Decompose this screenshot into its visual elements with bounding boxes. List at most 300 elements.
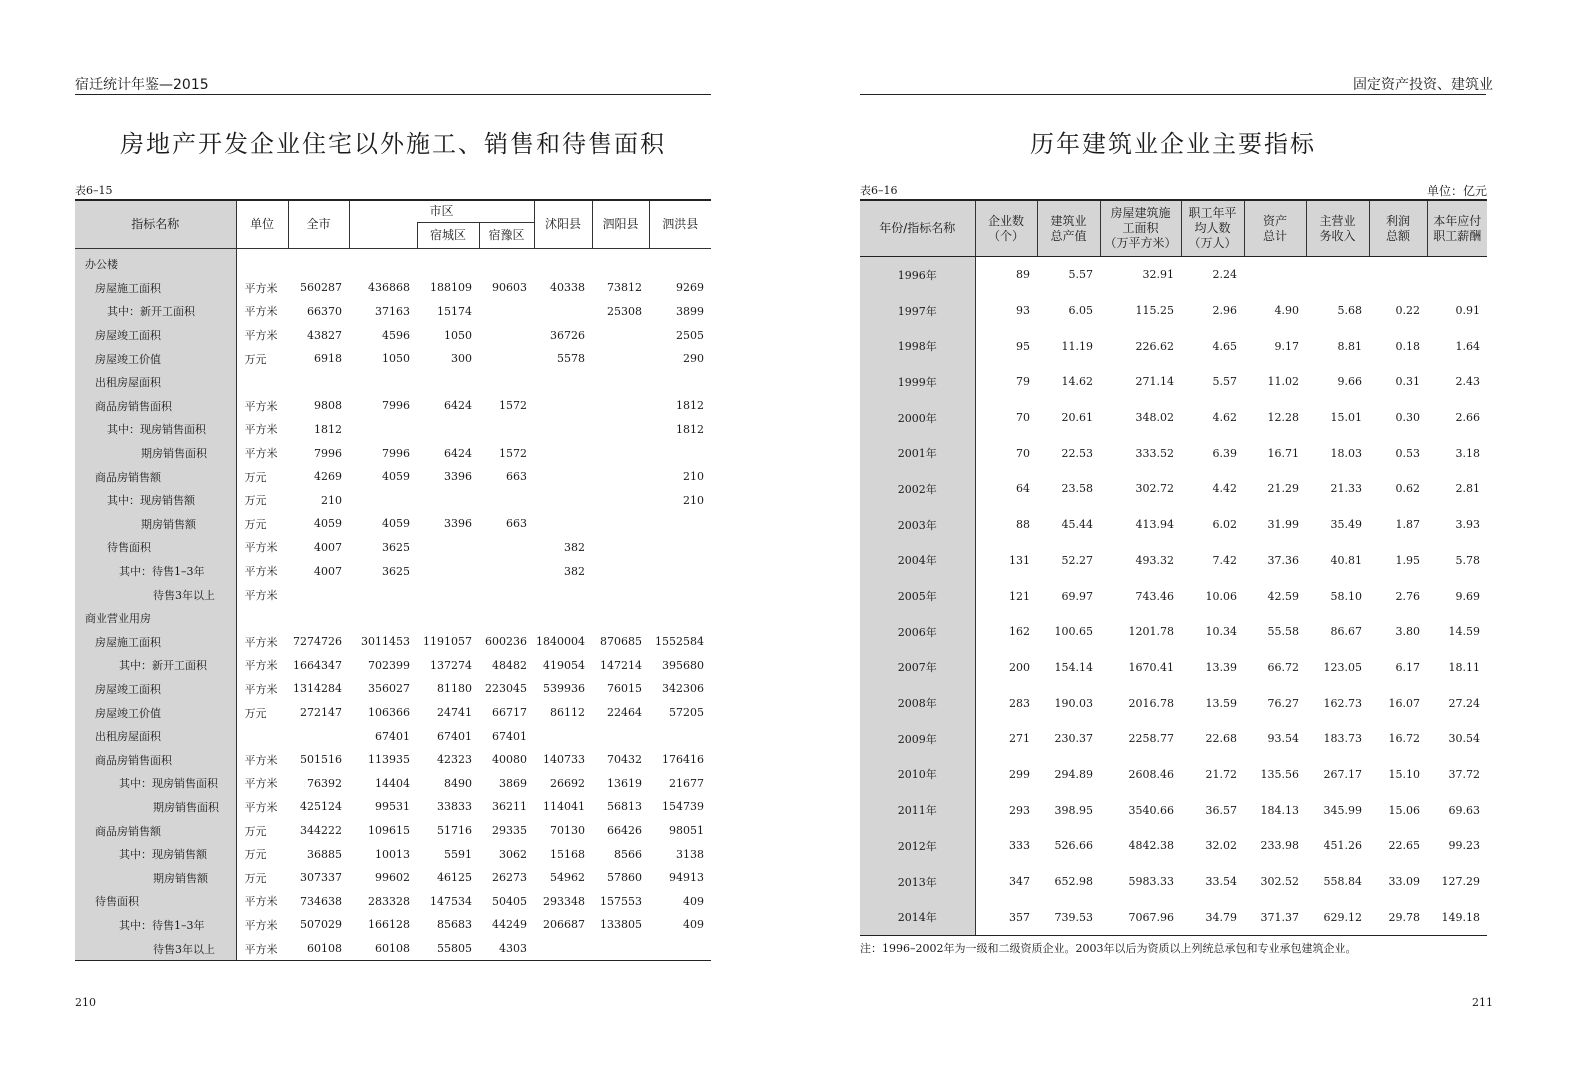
cell-value <box>288 583 349 607</box>
cell-value: 652.98 <box>1054 875 1093 889</box>
cell-value: 493.32 <box>1135 553 1174 567</box>
header-cell <box>1037 200 1100 257</box>
cell-value <box>479 347 534 371</box>
cell-value <box>479 300 534 324</box>
cell-value: 271 <box>1009 732 1030 746</box>
cell-value: 40338 <box>550 281 586 295</box>
cell-value <box>417 418 479 442</box>
cell-value: 3396 <box>444 517 472 531</box>
cell-value: 271.14 <box>1135 375 1174 389</box>
cell-value: 22.65 <box>1388 839 1420 853</box>
table-row <box>75 606 711 630</box>
cell-value <box>349 418 417 442</box>
cell-value: 9.69 <box>1455 589 1480 603</box>
cell-value <box>592 536 649 560</box>
running-head-left: 宿迁统计年鉴—2015 <box>75 77 209 93</box>
cell-value: 7996 <box>382 446 410 460</box>
cell-value: 32.91 <box>1142 268 1174 282</box>
cell-value: 48482 <box>492 658 528 672</box>
table-row <box>75 937 711 961</box>
header-line: 建筑业 <box>1050 213 1087 228</box>
row-name: 期房销售面积 <box>75 441 236 465</box>
cell-value <box>288 606 349 630</box>
cell-value: 88 <box>1016 518 1030 532</box>
cell-value: 9.17 <box>1274 339 1299 353</box>
cell-value <box>592 370 649 394</box>
cell-value: 33.54 <box>1205 875 1237 889</box>
cell-value: 149.18 <box>1427 899 1487 935</box>
cell-value: 398.95 <box>1054 803 1093 817</box>
row-name: 商业营业用房 <box>75 606 236 630</box>
cell-value: 154.14 <box>1054 660 1093 674</box>
cell-value: 99.23 <box>1448 839 1480 853</box>
cell-value <box>479 370 534 394</box>
cell-value: 10.34 <box>1205 625 1237 639</box>
table-row <box>75 418 711 442</box>
cell-value: 58.10 <box>1330 589 1362 603</box>
cell-value: 1812 <box>676 399 705 413</box>
cell-value: 81180 <box>437 682 472 696</box>
cell-value <box>534 441 592 465</box>
cell-value: 67401 <box>492 729 528 743</box>
header-line: 总计 <box>1262 228 1287 243</box>
cell-value <box>592 488 649 512</box>
row-year: 2005年 <box>860 578 975 614</box>
cell-value: 870685 <box>600 635 643 649</box>
cell-value: 600236 <box>485 635 528 649</box>
row-unit: 平方米 <box>244 329 278 343</box>
page-number-right: 211 <box>1472 996 1493 1009</box>
cell-value <box>479 488 534 512</box>
construction-table <box>860 199 1487 936</box>
left-page <box>0 0 793 1077</box>
cell-value: 3396 <box>444 470 472 484</box>
cell-value: 25308 <box>607 304 643 318</box>
cell-value <box>479 536 534 560</box>
cell-value: 33833 <box>437 800 472 814</box>
header-siyang: 泗阳县 <box>592 200 649 248</box>
cell-value <box>592 394 649 418</box>
table-row <box>75 441 711 465</box>
cell-value: 2.81 <box>1455 482 1480 496</box>
cell-value: 36.57 <box>1205 803 1237 817</box>
cell-value: 32.02 <box>1205 839 1237 853</box>
table-row <box>75 276 711 300</box>
cell-value: 123.05 <box>1323 660 1362 674</box>
cell-value: 86112 <box>550 706 586 720</box>
row-name: 商品房销售额 <box>75 465 236 489</box>
table-title-right: 历年建筑业企业主要指标 <box>1030 130 1316 158</box>
cell-value <box>649 248 711 276</box>
cell-value: 4059 <box>314 517 342 531</box>
cell-value: 1.87 <box>1395 518 1420 532</box>
cell-value: 183.73 <box>1323 732 1362 746</box>
cell-value <box>1306 257 1369 293</box>
cell-value: 2016.78 <box>1128 696 1174 710</box>
cell-value: 93.54 <box>1267 732 1299 746</box>
row-name: 房屋竣工价值 <box>75 347 236 371</box>
row-unit: 万元 <box>244 848 267 862</box>
cell-value: 6424 <box>444 446 472 460</box>
cell-value: 1812 <box>314 422 342 436</box>
cell-value: 200 <box>1009 660 1030 674</box>
cell-value: 154739 <box>662 800 705 814</box>
cell-value <box>479 418 534 442</box>
row-unit: 平方米 <box>244 541 278 555</box>
cell-value: 89 <box>1016 268 1030 282</box>
header-line: 主营业 <box>1319 213 1356 228</box>
cell-value: 70 <box>1016 446 1030 460</box>
cell-value: 6424 <box>444 399 472 413</box>
cell-value: 206687 <box>543 918 586 932</box>
row-unit: 万元 <box>244 517 267 531</box>
cell-value: 31.99 <box>1267 518 1299 532</box>
cell-value: 382 <box>564 540 586 554</box>
row-name: 待售面积 <box>75 890 236 914</box>
table-row <box>860 435 1487 471</box>
row-unit: 平方米 <box>244 682 278 696</box>
table-row <box>860 364 1487 400</box>
cell-value: 66426 <box>607 824 643 838</box>
row-year: 2000年 <box>860 400 975 436</box>
cell-value: 57205 <box>669 706 705 720</box>
cell-value: 147534 <box>430 894 472 908</box>
cell-value <box>288 724 349 748</box>
cell-value <box>288 248 349 276</box>
cell-value: 9808 <box>314 399 342 413</box>
cell-value <box>1244 257 1306 293</box>
row-unit: 平方米 <box>244 281 278 295</box>
cell-value: 22.53 <box>1061 446 1093 460</box>
cell-value: 11.02 <box>1267 375 1299 389</box>
cell-value: 210 <box>321 493 342 507</box>
cell-value: 13.39 <box>1205 660 1237 674</box>
table-row <box>75 370 711 394</box>
cell-value: 348.02 <box>1135 411 1174 425</box>
cell-value: 70 <box>1016 411 1030 425</box>
cell-value: 26273 <box>492 871 528 885</box>
cell-value: 9269 <box>676 281 705 295</box>
cell-value: 333 <box>1009 839 1030 853</box>
header-line: 利润 <box>1385 213 1410 228</box>
cell-value: 16.07 <box>1388 696 1420 710</box>
cell-value <box>592 418 649 442</box>
cell-value: 2.66 <box>1455 411 1480 425</box>
row-name: 房屋竣工面积 <box>75 677 236 701</box>
row-year: 2002年 <box>860 471 975 507</box>
cell-value: 2258.77 <box>1128 732 1174 746</box>
header-line: 企业数 <box>987 213 1024 228</box>
header-line: 总产值 <box>1050 228 1087 243</box>
table-row <box>75 559 711 583</box>
cell-value: 36885 <box>307 847 342 861</box>
cell-value: 30.54 <box>1448 732 1480 746</box>
cell-value: 190.03 <box>1054 696 1093 710</box>
cell-value: 5983.33 <box>1128 875 1174 889</box>
cell-value <box>592 441 649 465</box>
cell-value <box>479 606 534 630</box>
cell-value: 539936 <box>543 682 586 696</box>
cell-value: 113935 <box>368 753 410 767</box>
table-row <box>860 543 1487 579</box>
cell-value: 7067.96 <box>1100 899 1181 935</box>
cell-value: 413.94 <box>1135 518 1174 532</box>
cell-value <box>534 394 592 418</box>
table-row <box>860 757 1487 793</box>
cell-value: 0.53 <box>1395 446 1420 460</box>
header-line: 房屋建筑施 <box>1110 206 1171 220</box>
cell-value: 409 <box>683 894 705 908</box>
cell-value <box>592 937 649 961</box>
cell-value: 73812 <box>607 281 643 295</box>
cell-value: 57860 <box>607 871 643 885</box>
cell-value: 76015 <box>607 682 643 696</box>
table-row <box>75 842 711 866</box>
cell-value: 560287 <box>300 281 342 295</box>
row-unit: 平方米 <box>244 753 278 767</box>
row-name: 其中：现房销售面积 <box>75 418 236 442</box>
cell-value: 35.49 <box>1330 518 1362 532</box>
cell-value: 294.89 <box>1054 767 1093 781</box>
cell-value: 1670.41 <box>1128 660 1174 674</box>
cell-value: 93 <box>1016 304 1030 318</box>
cell-value: 99531 <box>375 800 410 814</box>
row-name: 其中：现房销售额 <box>75 488 236 512</box>
cell-value: 40080 <box>492 753 528 767</box>
cell-value: 37163 <box>375 304 410 318</box>
cell-value: 109615 <box>368 824 410 838</box>
cell-value <box>649 370 711 394</box>
cell-value: 0.62 <box>1395 482 1420 496</box>
cell-value: 43827 <box>307 328 342 342</box>
cell-value: 46125 <box>437 871 472 885</box>
cell-value: 1.64 <box>1455 339 1480 353</box>
cell-value <box>1369 257 1427 293</box>
row-name: 其中：现房销售面积 <box>75 772 236 796</box>
row-name: 商品房销售额 <box>75 819 236 843</box>
cell-value: 0.30 <box>1395 411 1420 425</box>
row-name: 待售面积 <box>75 536 236 560</box>
table-row <box>75 677 711 701</box>
cell-value: 18.11 <box>1448 660 1480 674</box>
cell-value: 22.68 <box>1205 732 1237 746</box>
row-unit: 平方米 <box>244 399 278 413</box>
cell-value: 5578 <box>557 352 586 366</box>
cell-value: 1840004 <box>536 635 586 649</box>
cell-value <box>592 465 649 489</box>
cell-value: 90603 <box>492 281 528 295</box>
row-unit: 平方米 <box>244 305 278 319</box>
cell-value <box>417 559 479 583</box>
cell-value: 5.57 <box>1068 268 1093 282</box>
header-line: 职工年平 <box>1188 206 1237 220</box>
cell-value: 3062 <box>499 847 528 861</box>
row-year: 1999年 <box>860 364 975 400</box>
cell-value <box>417 536 479 560</box>
cell-value <box>479 559 534 583</box>
cell-value: 4269 <box>314 470 342 484</box>
cell-value: 29335 <box>492 824 528 838</box>
row-unit: 万元 <box>244 706 267 720</box>
cell-value: 230.37 <box>1054 732 1093 746</box>
cell-value: 2.96 <box>1212 304 1237 318</box>
row-year: 2008年 <box>860 685 975 721</box>
row-unit: 平方米 <box>244 635 278 649</box>
table-row <box>860 899 1487 935</box>
cell-value: 10013 <box>375 847 410 861</box>
table-row <box>860 650 1487 686</box>
cell-value: 743.46 <box>1135 589 1174 603</box>
row-name: 其中：待售1–3年 <box>75 913 236 937</box>
cell-value: 4059 <box>382 470 410 484</box>
cell-value: 344222 <box>300 824 342 838</box>
header-city: 全市 <box>288 200 349 248</box>
cell-value: 67401 <box>375 729 410 743</box>
header-line: 务收入 <box>1319 228 1356 243</box>
table-row <box>860 400 1487 436</box>
row-year: 2009年 <box>860 721 975 757</box>
cell-value: 11.19 <box>1061 339 1093 353</box>
cell-value <box>649 441 711 465</box>
cell-value <box>534 248 592 276</box>
cell-value: 501516 <box>300 753 342 767</box>
row-year: 2012年 <box>860 828 975 864</box>
table-row <box>860 721 1487 757</box>
cell-value: 1191057 <box>423 635 472 649</box>
cell-value: 3625 <box>382 564 410 578</box>
cell-value <box>349 583 417 607</box>
header-name: 指标名称 <box>75 200 236 248</box>
row-name: 出租房屋面积 <box>75 370 236 394</box>
cell-value: 293 <box>1009 803 1030 817</box>
cell-value: 1.95 <box>1395 553 1420 567</box>
header-line: 均人数 <box>1194 221 1231 235</box>
cell-value: 16.71 <box>1267 446 1299 460</box>
row-name: 其中：待售1–3年 <box>75 559 236 583</box>
cell-value: 29.78 <box>1369 899 1427 935</box>
cell-value: 157553 <box>600 894 643 908</box>
table-row <box>860 257 1487 293</box>
cell-value: 2608.46 <box>1128 767 1174 781</box>
cell-value: 233.98 <box>1260 839 1299 853</box>
table-row <box>75 772 711 796</box>
cell-value: 1552584 <box>655 635 705 649</box>
row-name: 其中：新开工面积 <box>75 654 236 678</box>
cell-value: 79 <box>1016 375 1030 389</box>
row-unit: 平方米 <box>244 895 278 909</box>
cell-value <box>534 465 592 489</box>
cell-value: 8.81 <box>1337 339 1362 353</box>
cell-value: 5.57 <box>1212 375 1237 389</box>
cell-value <box>349 488 417 512</box>
cell-value: 0.18 <box>1395 339 1420 353</box>
table-row <box>860 293 1487 329</box>
cell-value: 98051 <box>669 824 705 838</box>
cell-value: 345.99 <box>1323 803 1362 817</box>
header-shuyang: 沭阳县 <box>534 200 592 248</box>
cell-value: 10.06 <box>1205 589 1237 603</box>
cell-value: 95 <box>1016 339 1030 353</box>
table-row <box>75 748 711 772</box>
cell-value: 22464 <box>607 706 643 720</box>
cell-value: 223045 <box>485 682 528 696</box>
cell-value: 3899 <box>676 304 705 318</box>
cell-value: 137274 <box>430 658 472 672</box>
cell-value: 3011453 <box>361 635 410 649</box>
row-name: 房屋施工面积 <box>75 276 236 300</box>
cell-value: 69.97 <box>1061 589 1093 603</box>
cell-value: 4007 <box>314 564 342 578</box>
cell-value: 4007 <box>314 540 342 554</box>
cell-value: 127.29 <box>1441 875 1480 889</box>
cell-value: 357 <box>975 899 1037 935</box>
cell-value <box>1427 257 1487 293</box>
header-cell <box>1181 200 1244 257</box>
cell-value: 14404 <box>375 776 410 790</box>
table-row <box>75 347 711 371</box>
cell-value: 36211 <box>492 800 528 814</box>
cell-value: 99602 <box>375 871 410 885</box>
cell-value: 290 <box>683 352 705 366</box>
cell-value: 55.58 <box>1267 625 1299 639</box>
table-row <box>860 864 1487 900</box>
cell-value: 342306 <box>662 682 705 696</box>
cell-value: 1812 <box>676 422 705 436</box>
cell-value: 4.62 <box>1212 411 1237 425</box>
cell-value: 2.43 <box>1455 375 1480 389</box>
cell-value: 34.79 <box>1181 899 1244 935</box>
cell-value: 3.93 <box>1455 518 1480 532</box>
table-row <box>860 614 1487 650</box>
table-row <box>75 890 711 914</box>
cell-value: 293348 <box>543 894 586 908</box>
cell-value: 40.81 <box>1330 553 1362 567</box>
cell-value: 21.33 <box>1330 482 1362 496</box>
cell-value: 526.66 <box>1054 839 1093 853</box>
cell-value: 210 <box>683 470 705 484</box>
cell-value: 4.65 <box>1212 339 1237 353</box>
cell-value: 4303 <box>479 937 534 961</box>
row-name: 待售3年以上 <box>75 937 236 961</box>
row-unit: 万元 <box>244 470 267 484</box>
cell-value: 166128 <box>368 918 410 932</box>
cell-value: 56813 <box>607 800 643 814</box>
cell-value: 121 <box>1009 589 1030 603</box>
cell-value <box>417 583 479 607</box>
cell-value: 436868 <box>368 281 410 295</box>
cell-value <box>649 606 711 630</box>
row-name: 办公楼 <box>75 248 236 276</box>
cell-value: 37.36 <box>1267 553 1299 567</box>
cell-value: 4.42 <box>1212 482 1237 496</box>
cell-value <box>349 606 417 630</box>
cell-value <box>417 488 479 512</box>
cell-value: 302.72 <box>1135 482 1174 496</box>
table-row <box>75 630 711 654</box>
header-line: 总额 <box>1385 228 1410 243</box>
cell-value: 558.84 <box>1323 875 1362 889</box>
row-unit: 万元 <box>244 824 267 838</box>
cell-value: 0.91 <box>1455 304 1480 318</box>
cell-value: 2505 <box>676 328 705 342</box>
cell-value: 663 <box>506 517 528 531</box>
cell-value: 69.63 <box>1448 803 1480 817</box>
row-unit: 平方米 <box>244 659 278 673</box>
cell-value: 6.17 <box>1395 660 1420 674</box>
row-year: 2011年 <box>860 792 975 828</box>
cell-value <box>534 512 592 536</box>
table-row <box>860 578 1487 614</box>
